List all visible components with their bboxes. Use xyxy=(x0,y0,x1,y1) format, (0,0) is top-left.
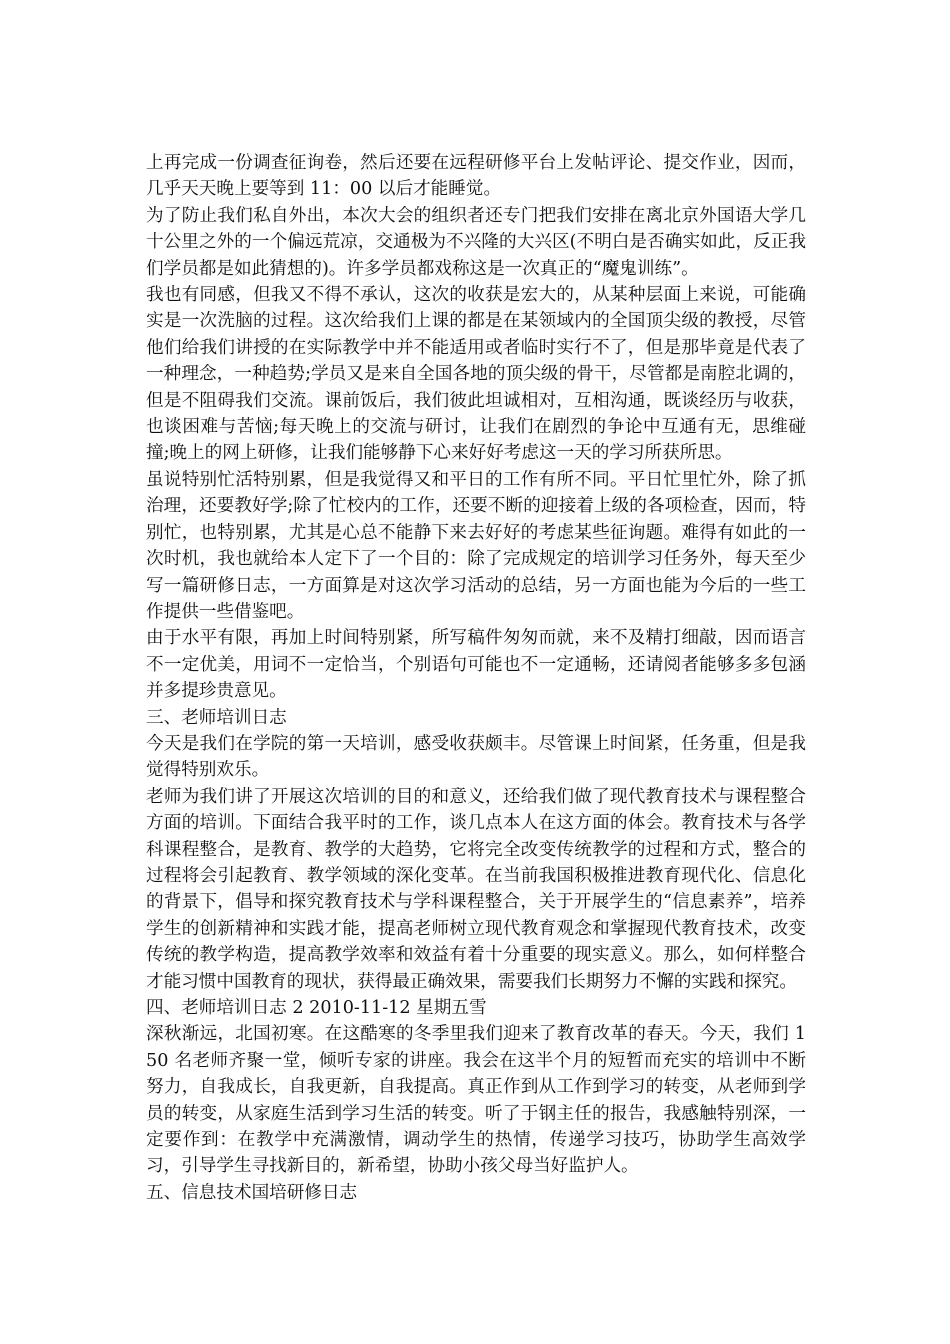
paragraph-busy-work: 虽说特别忙活特别累，但是我觉得又和平日的工作有所不同。平日忙里忙外，除了抓治理，还要教好学;除了忙校内的工作，还要不断的迎接着上级的各项检查，因而，特别忙，也特别累，尤其是心总不能静下来去好好的考虑某些征询题。难得有如此的一次时机，我也就给本人定下了一个目的：除了完成规定的培训学习任务外，每天至少写一篇研修日志，一方面算是对这次学习活动的总结，另一方面也能为今后的一些工作提供一些借鉴吧。 xyxy=(146,469,806,622)
paragraph-apology: 由于水平有限，再加上时间特别紧，所写稿件匆匆而就，来不及精打细敲，因而语言不一定优美，用词不一定恰当，个别语句可能也不一定通畅，还请阅者能够多多包涵并多提珍贵意见。 xyxy=(146,628,806,702)
section-heading-3: 三、老师培训日志 xyxy=(146,707,287,728)
section-heading-5: 五、信息技术国培研修日志 xyxy=(146,1182,358,1203)
section-heading-4: 四、老师培训日志 2 2010-11-12 星期五雪 xyxy=(146,998,487,1018)
paragraph-harvest: 我也有同感，但我又不得不承认，这次的收获是宏大的，从某种层面上来说，可能确实是一次洗脑的过程。这次给我们上课的都是在某领域内的全国顶尖级的教授，尽管他们给我们讲授的在实际教学中并不能适用或者临时实行不了，但是那毕竟是代表了一种理念，一种趋势;学员又是来自全国各地的顶尖级的骨干，尽管都是南腔北调的，但是不阻碍我们交流。课前饭后，我们彼此坦诚相对，互相沟通，既谈经历与收获，也谈困难与苦恼;每天晚上的交流与研讨，让我们在剧烈的争论中互通有无，思维碰撞;晚上的网上研修，让我们能够静下心来好好考虑这一天的学习所获所思。 xyxy=(146,285,806,464)
paragraph-first-day: 今天是我们在学院的第一天培训，感受收获颇丰。尽管课上时间紧，任务重，但是我觉得特别欢乐。 xyxy=(146,733,806,781)
document-page xyxy=(146,150,806,1206)
paragraph-winter: 深秋渐远，北国初寒。在这酷寒的冬季里我们迎来了教育改革的春天。今天，我们 150 名老师齐聚一堂，倾听专家的讲座。我会在这半个月的短暂而充实的培训中不断努力，自我成长，自我更新，自我提高。真正作到从工作到学习的转变，从老师到学员的转变，从家庭生活到学习生活的转变。听了于钢主任的报告，我感触特别深，一定要作到：在教学中充满激情，调动学生的热情，传递学习技巧，协助学生高效学习，引导学生寻找新目的，新希望，协助小孩父母当好监护人。 xyxy=(146,1024,806,1177)
paragraph-training-location: 为了防止我们私自外出，本次大会的组织者还专门把我们安排在离北京外国语大学几十公里之外的一个偏远荒凉，交通极为不兴隆的大兴区(不明白是否确实如此，反正我们学员都是如此猜想的)。许多学员都戏称这是一次真正的“魔鬼训练”。 xyxy=(146,205,806,279)
paragraph-survey-homework: 上再完成一份调查征询卷，然后还要在远程研修平台上发帖评论、提交作业，因而，几乎天天晚上要等到 11：00 以后才能睡觉。 xyxy=(146,153,806,200)
paragraph-tech-integration: 老师为我们讲了开展这次培训的目的和意义，还给我们做了现代教育技术与课程整合方面的培训。下面结合我平时的工作，谈几点本人在这方面的体会。教育技术与各学科课程整合，是教育、教学的大趋势，它将完全改变传统教学的过程和方式，整合的过程将会引起教育、教学领域的深化变革。在当前我国积极推进教育现代化、信息化的背景下，倡导和探究教育技术与学科课程整合，关于开展学生的“信息素养”，培养学生的创新精神和实践才能，提高老师树立现代教育观念和掌握现代教育技术，改变传统的教学构造，提高教学效率和效益有着十分重要的现实意义。那么，如何样整合才能习惯中国教育的现状，获得最正确效果，需要我们长期努力不懈的实践和探究。 xyxy=(146,786,806,992)
